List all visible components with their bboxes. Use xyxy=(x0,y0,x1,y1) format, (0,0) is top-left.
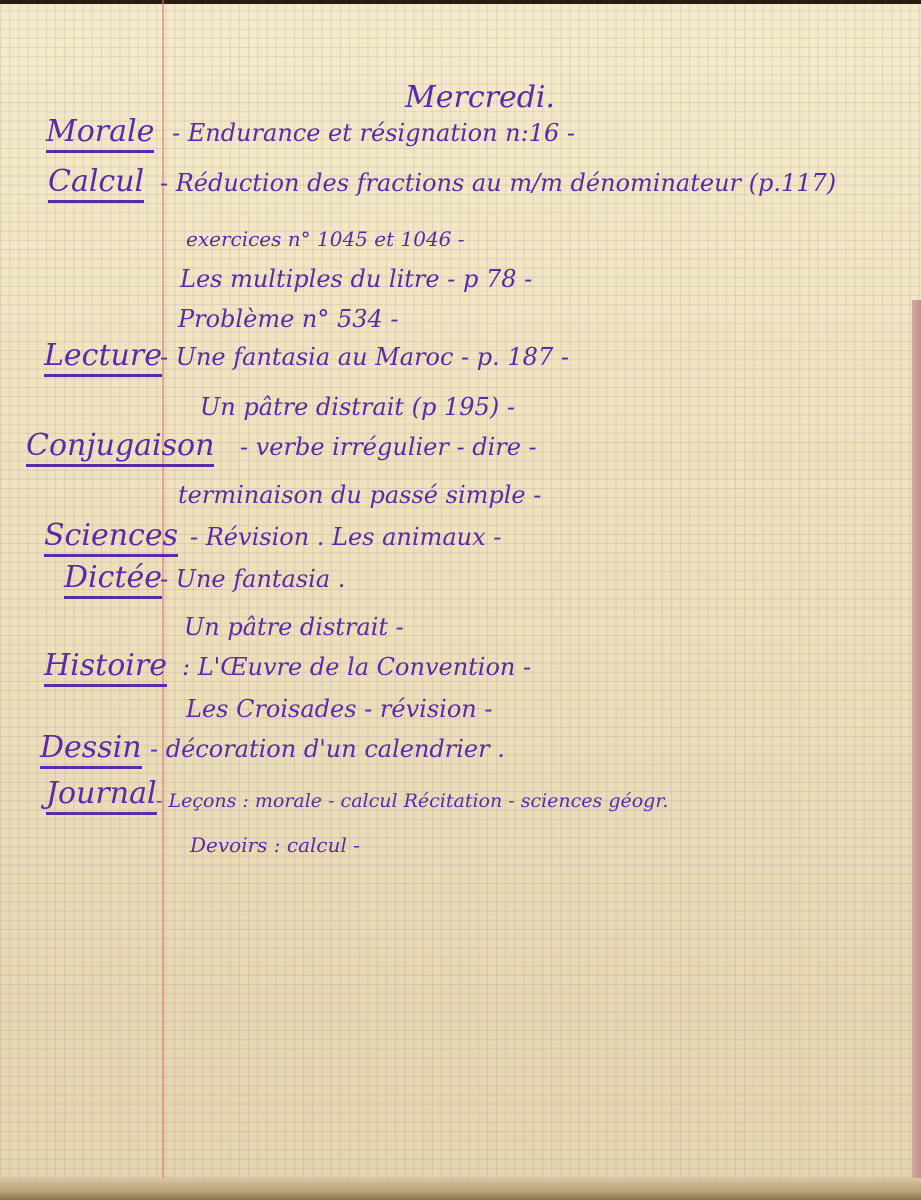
entry-lecture xyxy=(0,338,900,382)
text-dessin: - décoration d'un calendrier . xyxy=(150,735,505,763)
entry-journal xyxy=(0,776,900,820)
entry-morale xyxy=(0,114,900,158)
subject-morale: Morale xyxy=(46,114,154,153)
calcul-line-2: exercices n° 1045 et 1046 - xyxy=(186,227,465,251)
subject-conjugaison: Conjugaison xyxy=(26,428,214,467)
text-calcul: - Réduction des fractions au m/m dénominateur (p.117) xyxy=(160,169,837,197)
lecture-line-2: Un pâtre distrait (p 195) - xyxy=(200,393,515,421)
subject-dictee: Dictée xyxy=(64,560,162,599)
page-title: Mercredi. xyxy=(405,80,556,115)
journal-line-2: Devoirs : calcul - xyxy=(190,833,360,857)
subject-sciences: Sciences xyxy=(44,518,178,557)
entry-calcul xyxy=(0,164,900,208)
subject-journal: Journal xyxy=(46,776,157,815)
calcul-line-3: Les multiples du litre - p 78 - xyxy=(180,265,533,293)
text-conjugaison: - verbe irrégulier - dire - xyxy=(240,433,537,461)
dictee-line-2: Un pâtre distrait - xyxy=(184,613,404,641)
text-dictee: - Une fantasia . xyxy=(160,565,346,593)
text-sciences: - Révision . Les animaux - xyxy=(190,523,502,551)
entry-dessin xyxy=(0,730,900,774)
subject-dessin: Dessin xyxy=(40,730,142,769)
page-top-edge xyxy=(0,0,921,4)
subject-lecture: Lecture xyxy=(44,338,162,377)
text-histoire: : L'Œuvre de la Convention - xyxy=(182,653,532,681)
text-lecture: - Une fantasia au Maroc - p. 187 - xyxy=(160,343,569,371)
entry-sciences xyxy=(0,518,900,562)
calcul-line-4: Problème n° 534 - xyxy=(178,305,399,333)
page-right-edge xyxy=(912,300,921,1200)
text-morale: - Endurance et résignation n:16 - xyxy=(172,119,575,147)
histoire-line-2: Les Croisades - révision - xyxy=(186,695,493,723)
entry-histoire xyxy=(0,648,900,692)
text-journal: - Leçons : morale - calcul Récitation - sciences géogr. xyxy=(156,790,669,812)
entry-dictee xyxy=(0,560,900,604)
page-bottom-edge xyxy=(0,1178,921,1200)
subject-calcul: Calcul xyxy=(48,164,144,203)
entry-conjugaison xyxy=(0,428,900,472)
subject-histoire: Histoire xyxy=(44,648,167,687)
conjugaison-line-2: terminaison du passé simple - xyxy=(178,481,542,509)
